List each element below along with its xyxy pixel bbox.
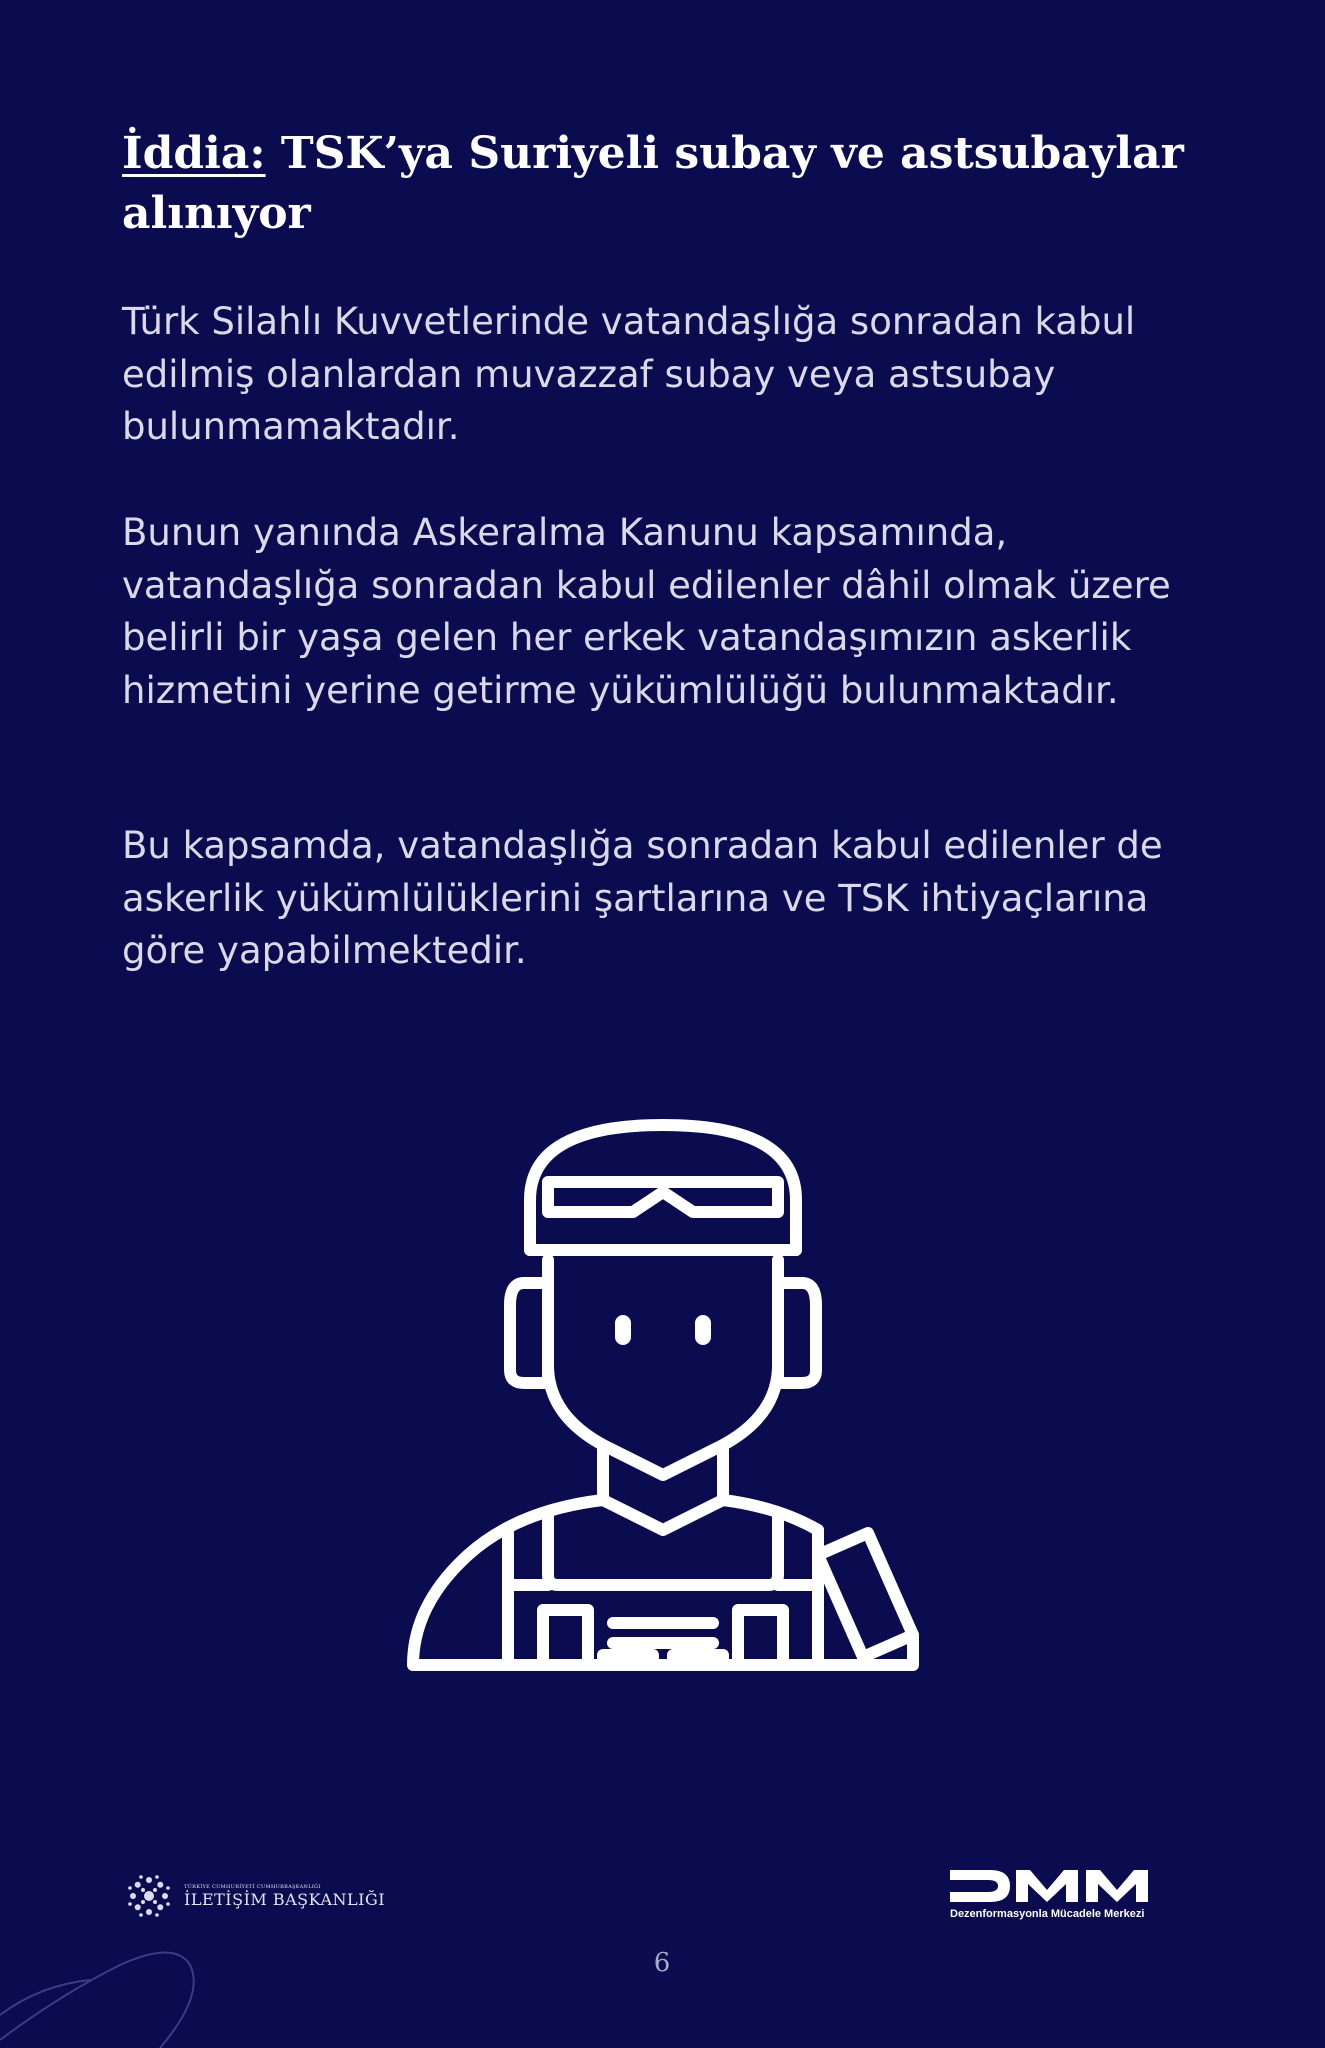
dmm-wordmark-icon bbox=[950, 1870, 1156, 1902]
iletisim-emblem-icon bbox=[124, 1871, 174, 1921]
paragraph-1: Türk Silahlı Kuvvetlerinde vatandaşlığa sonradan kabul edilmiş olanlardan muvazzaf subay veya astsubay bulunmamaktadır. bbox=[122, 300, 1136, 448]
claim-label: İddia: bbox=[122, 128, 266, 179]
page-title bbox=[122, 124, 1202, 244]
claim-text: TSK’ya Suriyeli subay ve astsubaylar alınıyor bbox=[122, 128, 1184, 239]
decorative-curve-icon bbox=[0, 1935, 220, 2048]
dmm-subtitle: Dezenformasyonla Mücadele Merkezi bbox=[950, 1908, 1145, 1920]
iletisim-baskanligi-logo bbox=[124, 1871, 385, 1921]
org-name: İLETİŞİM BAŞKANLIĞI bbox=[184, 1889, 386, 1909]
paragraph-3: Bu kapsamda, vatandaşlığa sonradan kabul edilenler de askerlik yükümlülüklerini şartlarına ve TSK ihtiyaçlarına göre yapabilmektedir. bbox=[122, 824, 1163, 972]
soldier-icon bbox=[398, 1115, 928, 1675]
page-number: 6 bbox=[653, 1948, 671, 1978]
org-top-line: TÜRKİYE CUMHURİYETİ CUMHURBAŞKANLIĞI bbox=[184, 1883, 321, 1890]
dmm-logo bbox=[950, 1870, 1210, 1920]
paragraph-2: Bunun yanında Askeralma Kanunu kapsamında, vatandaşlığa sonradan kabul edilenler dâhil olmak üzere belirli bir yaşa gelen her erkek vatandaşımızın askerlik hizmetini yerine getirme yükümlülüğü bulunmaktadır. bbox=[122, 511, 1171, 712]
